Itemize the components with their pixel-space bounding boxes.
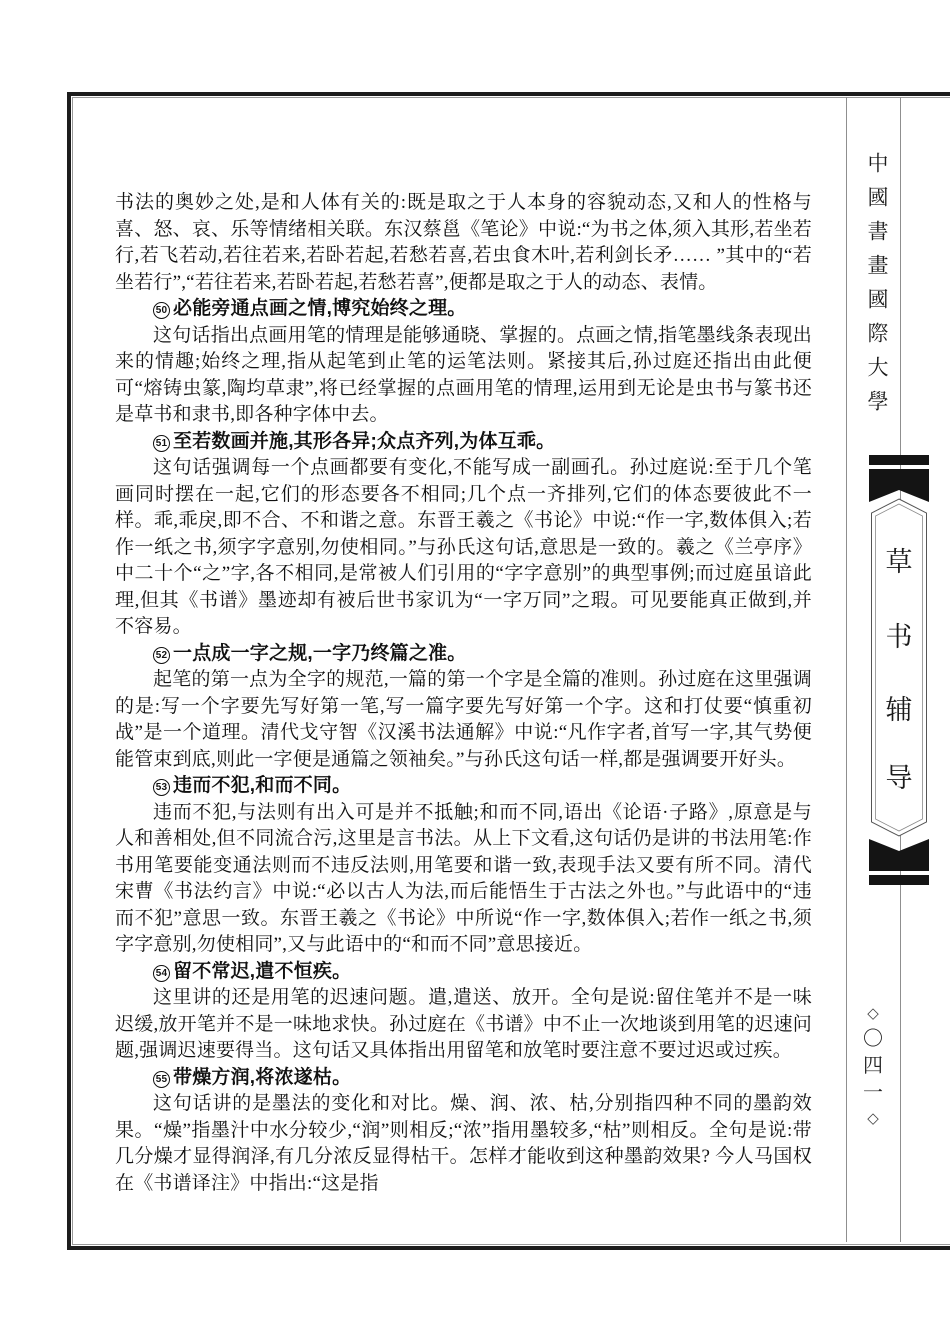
- section-body: 这里讲的还是用笔的迟速问题。遣,遣送、放开。全句是说:留住笔并不是一味迟缓,放开笔并不是一味地求快。孙过庭在《书谱》中不止一次地谈到用笔的迟速问题,强调迟速要得当。这句话又具体指出用留笔和放笔时要注意不要过迟或过疾。: [115, 987, 812, 1061]
- intro-paragraph: 书法的奥妙之处,是和人体有关的:既是取之于人本身的容貌动态,又和人的性格与喜、怒、哀、乐等情绪相关联。东汉蔡邕《笔论》中说:“为书之体,须入其形,若坐若行,若飞若动,若往若来,若卧若起,若愁若喜,若虫食木叶,若利剑长矛…… ”其中的“若坐若行”,“若往若来,若卧若起,若愁若喜”,便都是取之于人的动态、表情。: [115, 192, 812, 293]
- section-body: 这句话指出点画用笔的情理是能够通晓、掌握的。点画之情,指笔墨线条表现出来的情趣;始终之理,指从起笔到止笔的运笔法则。紧接其后,孙过庭还指出由此便可“熔铸虫篆,陶均草隶”,将已经掌握的点画用笔的情理,运用到无论是虫书与篆书还是草书和隶书,即各种字体中去。: [115, 324, 812, 425]
- page-number-digit: 一: [863, 1082, 883, 1104]
- section-heading-text: 违而不犯,和而不同。: [173, 775, 352, 796]
- ribbon-banner: [869, 455, 929, 885]
- ribbon-title-char: 草: [885, 547, 913, 577]
- sidebar-title: 中國書畫國際大學: [865, 152, 889, 424]
- section-body: 违而不犯,与法则有出入可是并不抵触;和而不同,语出《论语·子路》,原意是与人和善相处,但不同流合污,这里是言书法。从上下文看,这句话仍是讲的书法用笔:作书用笔要能变通法则而不违反法则,用笔要和谐一致,表现手法又要有所不同。清代宋曹《书法约言》中说:“必以古人为法,而后能悟生于古法之外也。”与此语中的“违而不犯”意思一致。东晋王羲之《书论》中所说“作一字,数体俱入;若作一纸之书,须字字意别,勿使相同”,又与此语中的“和而不同”意思接近。: [115, 801, 812, 955]
- section-heading: [115, 773, 812, 800]
- section-number-badge: 55: [153, 1071, 170, 1088]
- ribbon-bottom-bar: [869, 875, 929, 885]
- page-number-digit: 四: [863, 1055, 883, 1077]
- section-heading: [115, 641, 812, 668]
- section-heading: [115, 959, 812, 986]
- diamond-ornament-icon: ◇: [867, 1111, 879, 1127]
- section-body: 这句话讲的是墨法的变化和对比。燥、润、浓、枯,分别指四种不同的墨韵效果。“燥”指墨汁中水分较少,“润”则相反;“浓”指用墨较多,“枯”则相反。全句是说:带几分燥才显得润泽,有几分浓反显得枯干。怎样才能收到这种墨韵效果? 今人马国权在《书谱译注》中指出:“这是指: [115, 1093, 812, 1194]
- page-number-column: [846, 1002, 900, 1131]
- sections: [115, 296, 812, 1197]
- section-heading-text: 一点成一字之规,一字乃终篇之准。: [173, 642, 467, 664]
- section-number-badge: 54: [153, 965, 170, 982]
- ribbon-title-char: 导: [885, 763, 913, 793]
- section-body: 起笔的第一点为全字的规范,一篇的第一个字是全篇的准则。孙过庭在这里强调的是:写一个字要先写好第一笔,写一篇字要先写好第一个字。这和打仗要“慎重初战”是一个道理。清代戈守智《汉溪书法通解》中说:“凡作字者,首写一字,其气势便能管束到底,则此一字便是通篇之领袖矣。”与孙氏这句话一样,都是强调要开好头。: [115, 669, 812, 770]
- section-heading: [115, 1065, 812, 1092]
- ribbon-title-char: 辅: [885, 695, 913, 725]
- section-heading-text: 至若数画并施,其形各异;众点齐列,为体互乖。: [173, 430, 556, 452]
- ribbon-bottom-swallowtail: [869, 839, 929, 871]
- section-heading-text: 带燥方润,将浓遂枯。: [173, 1066, 352, 1088]
- section-number-badge: 50: [153, 302, 170, 319]
- page-number-digit: 〇: [863, 1028, 883, 1050]
- section-heading: [115, 429, 812, 456]
- section-number-badge: 53: [153, 779, 170, 796]
- ribbon-title-char: 书: [885, 622, 913, 652]
- ribbon-top-swallowtail: [869, 469, 929, 502]
- main-text-column: [115, 190, 812, 1197]
- section-number-badge: 52: [153, 647, 170, 664]
- diamond-ornament-icon: ◇: [867, 1006, 879, 1022]
- section-heading-text: 必能旁通点画之情,博究始终之理。: [173, 298, 467, 319]
- section-number-badge: 51: [153, 435, 170, 452]
- section-heading-text: 留不常迟,遣不恒疾。: [173, 960, 352, 982]
- ribbon-top-bar: [869, 455, 929, 465]
- section-heading: [115, 296, 812, 323]
- ribbon-banner-graphic: [869, 455, 929, 885]
- section-body: 这句话强调每一个点画都要有变化,不能写成一副画孔。孙过庭说:至于几个笔画同时摆在一起,它们的形态要各不相同;几个点一齐排列,它们的体态要彼此不一样。乖,乖戾,即不合、不和谐之意。东晋王羲之《书论》中说:“作一字,数体俱入;若作一纸之书,须字字意别,勿使相同。”与孙氏这句话,意思是一致的。羲之《兰亭序》中二十个“之”字,各不相同,是常被人们引用的“字字意别”的典型事例;而过庭虽谙此理,但其《书谱》墨迹却有被后世书家讥为“一字万同”之瑕。可见要能真正做到,并不容易。: [115, 457, 812, 637]
